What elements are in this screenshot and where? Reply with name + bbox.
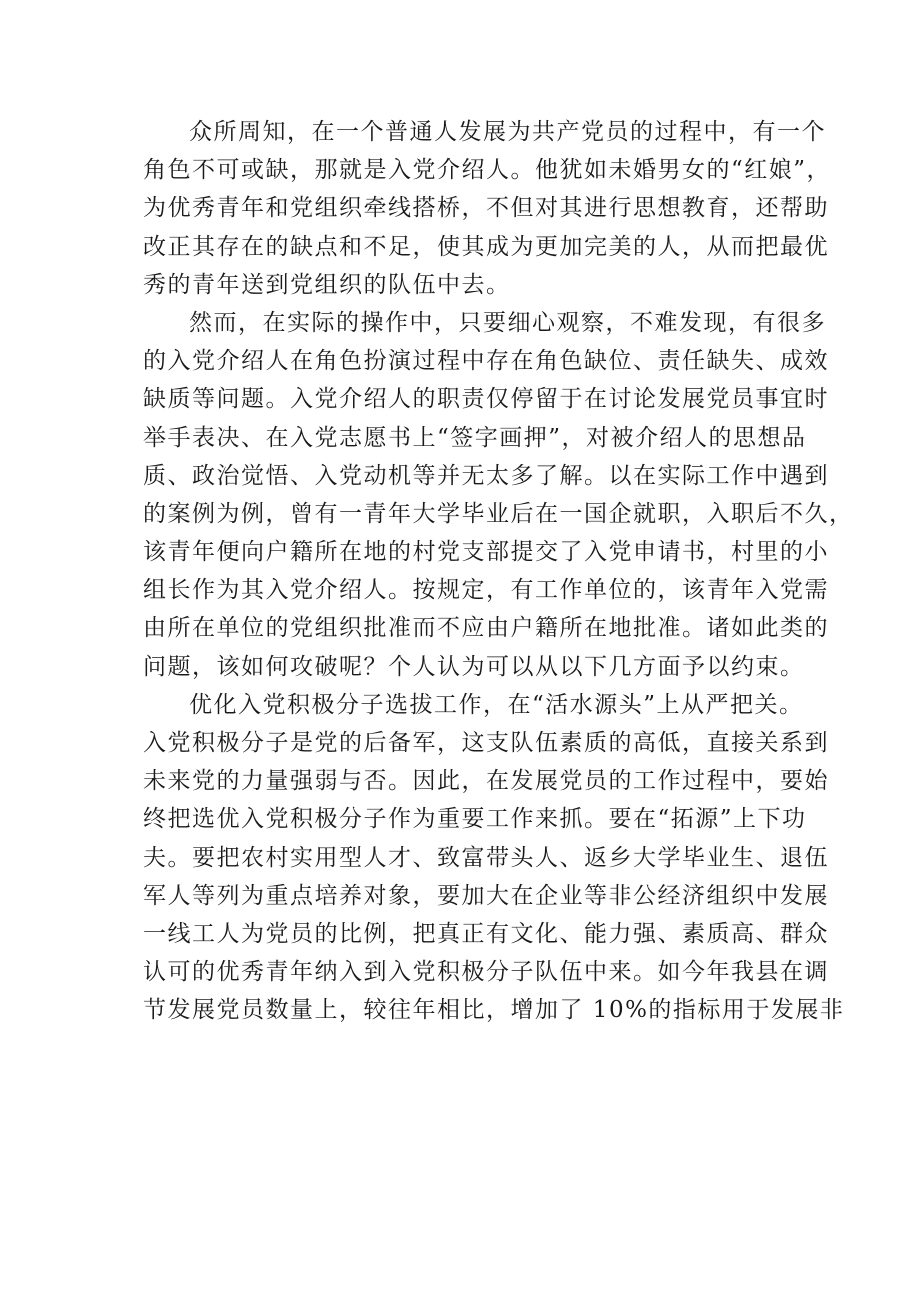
paragraph-3 — [143, 686, 845, 1030]
text-line: 质、政治觉悟、入党动机等并无太多了解。以在实际工作中遇到 — [143, 462, 829, 489]
text-line: 缺质等问题。入党介绍人的职责仅停留于在讨论发展党员事宜时 — [143, 386, 829, 413]
text-line: 的入党介绍人在角色扮演过程中存在角色缺位、责任缺失、成效 — [143, 348, 829, 375]
text-line: 由所在单位的党组织批准而不应由户籍所在地批准。诸如此类的 — [143, 615, 829, 642]
paragraph-2 — [143, 304, 854, 686]
paragraph-1 — [143, 113, 832, 304]
text-line: 举手表决、在入党志愿书上“签字画押”，对被介绍人的思想品 — [143, 424, 807, 451]
text-line: 众所周知，在一个普通人发展为共产党员的过程中，有一个 — [189, 119, 826, 145]
text-line: 认可的优秀青年纳入到入党积极分子队伍中来。如今年我县在调 — [143, 959, 829, 986]
text-line: 节发展党员数量上，较往年相比，增加了 10%的指标用于发展非 — [143, 997, 845, 1024]
text-line: 组长作为其入党介绍人。按规定，有工作单位的，该青年入党需 — [143, 577, 829, 604]
text-line: 改正其存在的缺点和不足，使其成为更加完美的人，从而把最优 — [143, 233, 829, 260]
text-line: 角色不可或缺，那就是入党介绍人。他犹如未婚男女的“红娘”， — [143, 157, 832, 184]
text-line: 问题，该如何攻破呢？个人认为可以从以下几方面予以约束。 — [143, 653, 805, 680]
text-line: 为优秀青年和党组织牵线搭桥，不但对其进行思想教育，还帮助 — [143, 195, 829, 222]
text-line: 夫。要把农村实用型人才、致富带头人、返乡大学毕业生、退伍 — [143, 844, 829, 871]
text-line: 军人等列为重点培养对象，要加大在企业等非公经济组织中发展 — [143, 882, 829, 909]
text-line: 一线工人为党员的比例，把真正有文化、能力强、素质高、群众 — [143, 920, 829, 947]
text-line: 的案例为例，曾有一青年大学毕业后在一国企就职，入职后不久， — [143, 500, 854, 527]
text-line: 然而，在实际的操作中，只要细心观察，不难发现，有很多 — [189, 309, 826, 336]
text-line: 入党积极分子是党的后备军，这支队伍素质的高低，直接关系到 — [143, 730, 829, 756]
text-line: 未来党的力量强弱与否。因此，在发展党员的工作过程中，要始 — [143, 768, 829, 795]
text-line: 秀的青年送到党组织的队伍中去。 — [143, 271, 511, 298]
document-body — [143, 113, 854, 1030]
text-line: 该青年便向户籍所在地的村党支部提交了入党申请书，村里的小 — [143, 539, 829, 566]
text-line: 终把选优入党积极分子作为重要工作来抓。要在“拓源”上下功 — [143, 806, 807, 833]
text-line: 优化入党积极分子选拔工作，在“活水源头”上从严把关。 — [189, 691, 804, 718]
